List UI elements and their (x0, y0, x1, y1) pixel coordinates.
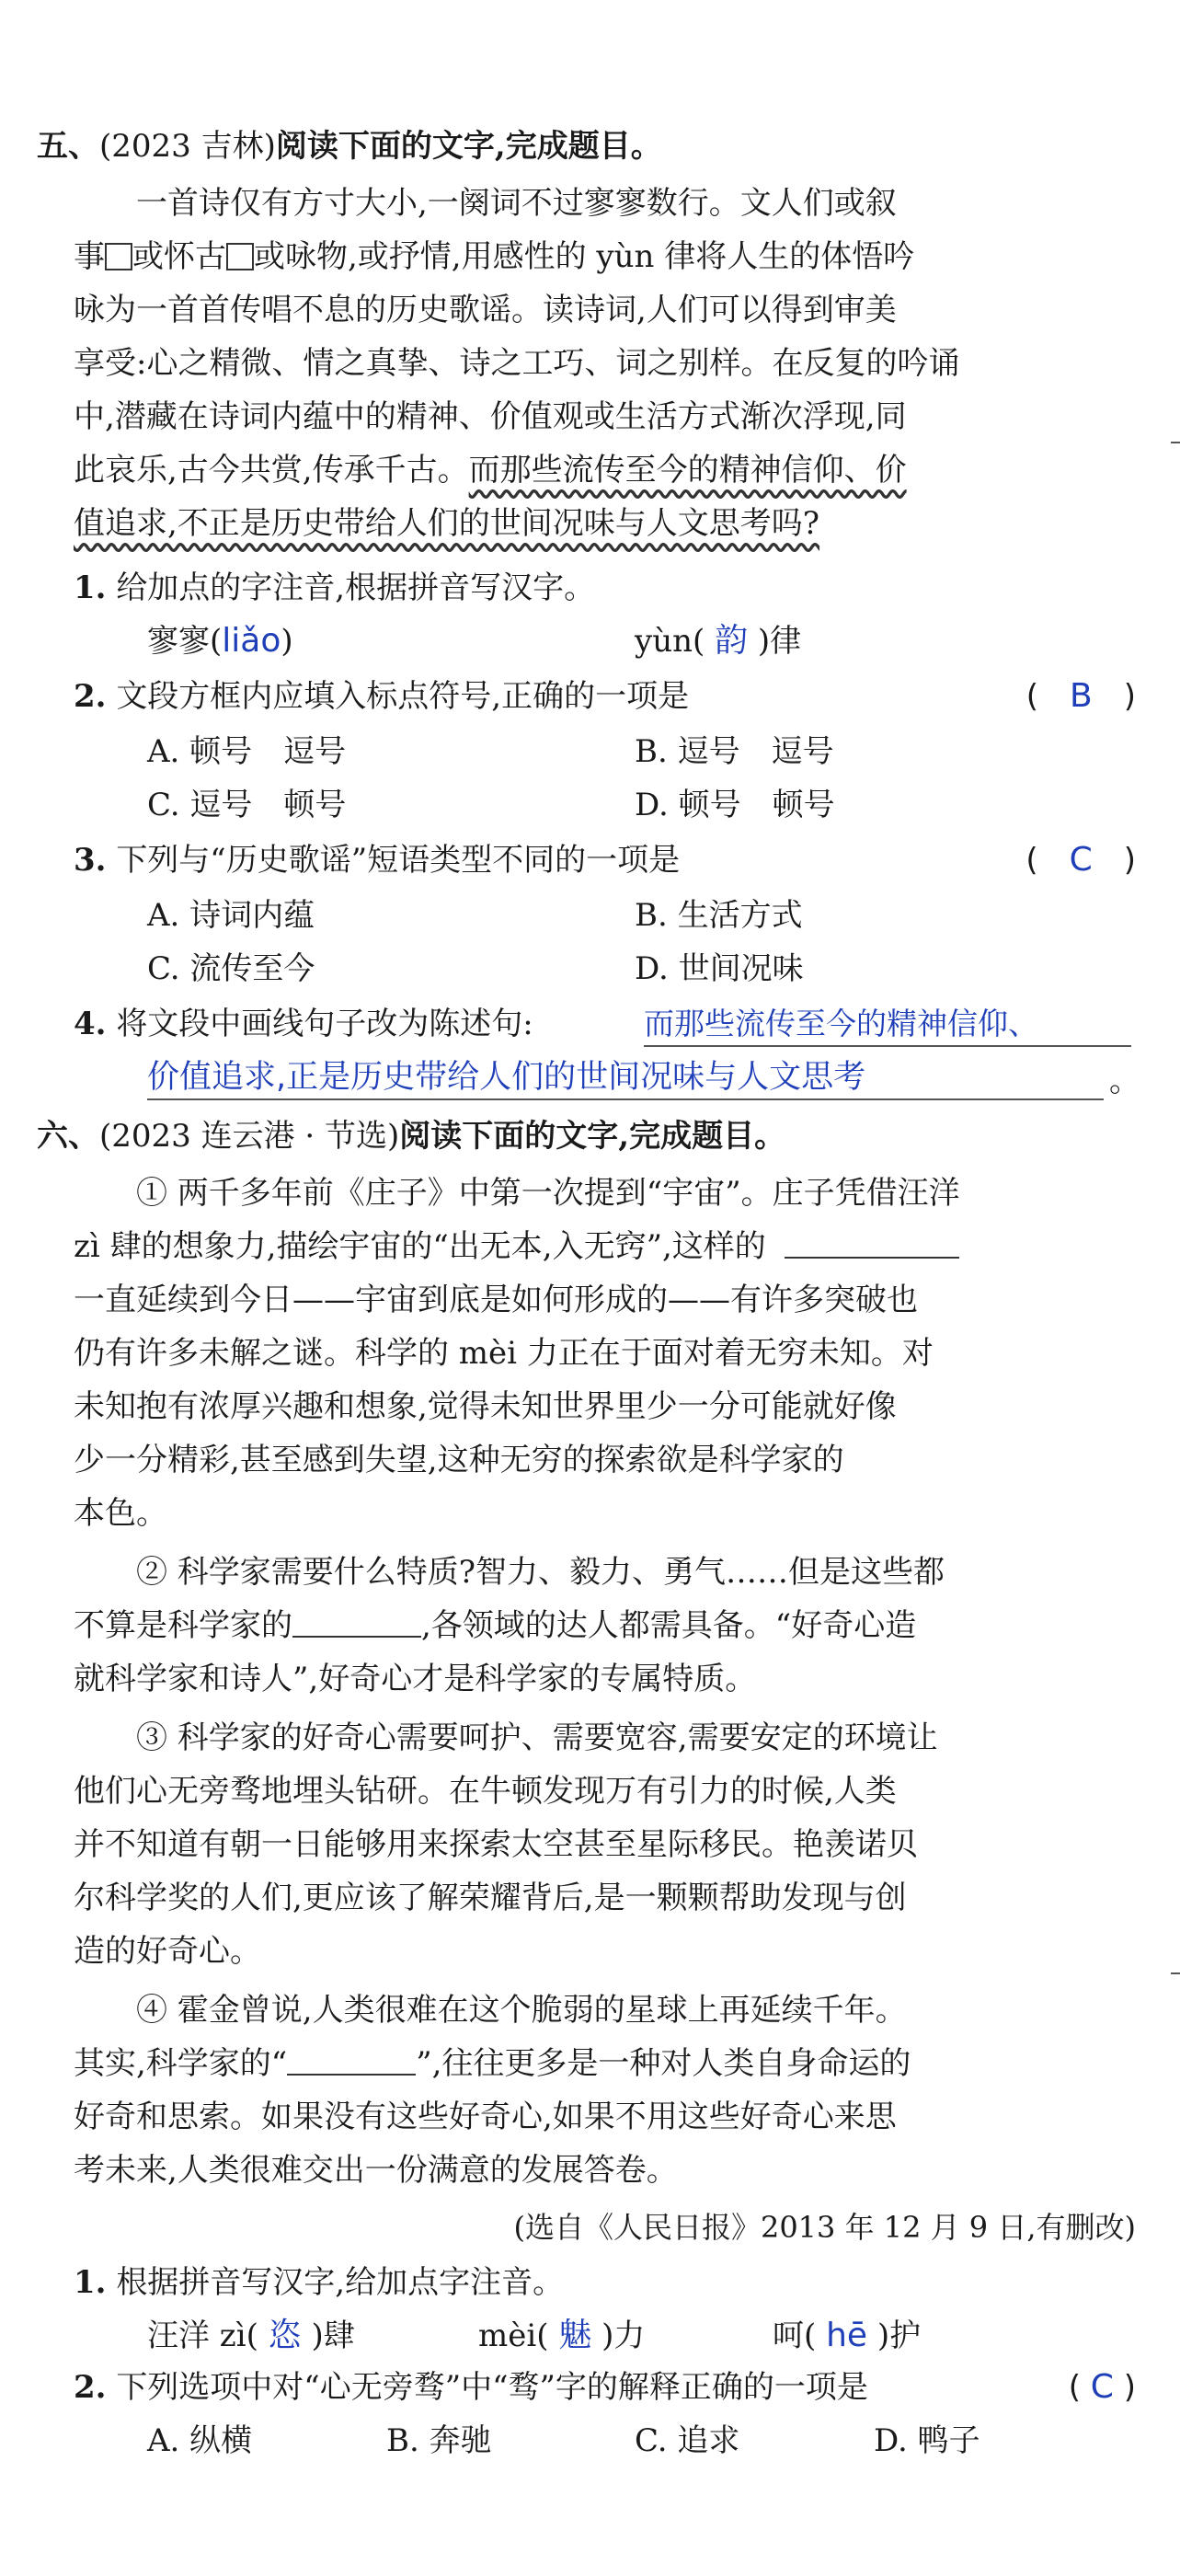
s6-passage-line-11: ③ 科学家的好奇心需要呵护、需要宽容,需要安定的环境让 (74, 1719, 938, 1756)
s6-q1-item3-pre: 呵( (773, 2317, 817, 2354)
s6-passage-line-8: ② 科学家需要什么特质?智力、毅力、勇气……但是这些都 (74, 1554, 945, 1591)
s6-q1-item3-answer: hē (826, 2317, 868, 2354)
s6-passage-line-17 (74, 2037, 1136, 2090)
s6-passage-line-6: 少一分精彩,甚至感到失望,这种无穷的探索欲是科学家的 (74, 1442, 844, 1478)
s5-passage-line-4: 享受:心之精微、情之真挚、诗之工巧、词之别样。在反复的吟诵 (74, 345, 960, 382)
s6-q2 (74, 2361, 1136, 2414)
option-d: D. 世间况味 (635, 950, 804, 987)
underlined-sentence-part-2: 值追求,不正是历史带给人们的世间况味与人文思考吗? (74, 505, 820, 542)
option-c: C. 逗号 顿号 (147, 787, 347, 823)
s5-q2-options-row1 (0, 725, 1180, 778)
s5-q3-options-row2 (0, 942, 1180, 995)
paren-open: ( (1025, 842, 1038, 879)
s5-q4-answer-line-1: 而那些流传至今的精神信仰、 (644, 1003, 1131, 1047)
s6-q1-item1-close: )肆 (311, 2317, 355, 2354)
fill-blank-1 (785, 1225, 959, 1259)
s5-q1-item1-word: 寥寥( (147, 623, 223, 660)
s6-q1-item3 (773, 2309, 921, 2363)
s6-passage-line-1: ① 两千多年前《庄子》中第一次提到“宇宙”。庄子凭借汪洋 (74, 1175, 960, 1212)
question-text: 给加点的字注音,根据拼音写汉字。 (116, 569, 596, 606)
s6-passage-line-10: 就科学家和诗人”,好奇心才是科学家的专属特质。 (74, 1661, 757, 1697)
section5-heading-text: 阅读下面的文字,完成题目。 (275, 128, 662, 165)
s6-passage-text: 其实,科学家的“ (74, 2045, 288, 2082)
s5-passage-line-6 (74, 443, 1136, 497)
question-number: 1. (74, 2264, 107, 2301)
section6-heading-num: 六、 (37, 1118, 99, 1155)
s6-q1-item2-answer: 魅 (558, 2317, 592, 2354)
s6-q1-answers (147, 2309, 1136, 2363)
s5-q4-answer-line-2: 价值追求,正是历史带给人们的世间况味与人文思考 (147, 1056, 1104, 1100)
s5-q1-item2-close: )律 (757, 623, 802, 660)
option-a: A. 纵横 (147, 2422, 253, 2459)
s5-passage-text: 或咏物,或抒情,用感性的 yùn 律将人生的体悟吟 (254, 238, 915, 275)
paren-open: ( (1068, 2369, 1081, 2406)
s5-q2-options-row2 (0, 778, 1180, 832)
s6-q1-item2-pre: mèi( (478, 2317, 549, 2354)
s5-passage-text: 此哀乐,古今共赏,传承千古。 (74, 452, 469, 489)
s6-passage-text: 不算是科学家的 (74, 1607, 292, 1644)
s6-passage-line-2 (74, 1220, 1136, 1273)
question-text: 根据拼音写汉字,给加点字注音。 (116, 2264, 565, 2301)
s6-passage-text: ,各领域的达人都需具备。“好奇心造 (421, 1607, 917, 1644)
s5-q1 (74, 561, 1136, 615)
question-text: 将文段中画线句子改为陈述句: (116, 1006, 533, 1042)
s5-q3-answer: C (1069, 841, 1093, 879)
s6-passage-line-5: 未知抱有浓厚兴趣和想象,觉得未知世界里少一分可能就好像 (74, 1388, 897, 1425)
option-d: D. 顿号 顿号 (635, 787, 835, 823)
s5-q3-options-row1 (0, 889, 1180, 942)
s6-q2-answer: C (1090, 2368, 1114, 2406)
s5-passage-line-5: 中,潜藏在诗词内蕴中的精神、价值观或生活方式渐次浮现,同 (74, 398, 907, 435)
s6-q1-item1-answer: 恣 (268, 2317, 302, 2354)
paren-close: ) (1123, 2369, 1136, 2406)
paren-close: ) (1123, 842, 1136, 879)
s6-q1-item1-pre: 汪洋 zì( (147, 2317, 258, 2354)
margin-tick-mark (1171, 442, 1180, 443)
question-text: 文段方框内应填入标点符号,正确的一项是 (116, 678, 690, 715)
option-b: B. 奔驰 (386, 2422, 492, 2459)
section6-heading-source: (2023 连云港 · 节选) (99, 1118, 400, 1155)
question-number: 2. (74, 2369, 107, 2406)
s6-passage-line-7: 本色。 (74, 1495, 167, 1532)
margin-tick-mark (1171, 1972, 1180, 1974)
s6-source-citation: (选自《人民日报》2013 年 12 月 9 日,有删改) (513, 2210, 1136, 2245)
s5-q1-item1-answer: liǎo (222, 622, 281, 660)
s6-passage-line-18: 好奇和思索。如果没有这些好奇心,如果不用这些好奇心来思 (74, 2099, 897, 2135)
s6-passage-text: ”,往往更多是一种对人类自身命运的 (416, 2045, 911, 2082)
s6-passage-line-9 (74, 1599, 1136, 1652)
s6-passage-line-19: 考未来,人类很难交出一份满意的发展答卷。 (74, 2152, 678, 2189)
s5-q1-answers (147, 615, 1136, 668)
option-a: A. 顿号 逗号 (147, 733, 347, 770)
option-c: C. 流传至今 (147, 950, 315, 987)
s5-q1-item1-close: ) (281, 623, 293, 660)
answer-paren (1026, 670, 1136, 723)
section5-heading-source: (2023 吉林) (99, 128, 276, 165)
option-b: B. 生活方式 (635, 897, 803, 934)
question-text: 下列选项中对“心无旁骛”中“骛”字的解释正确的一项是 (116, 2369, 868, 2406)
s6-q1-item3-close: )护 (876, 2317, 922, 2354)
underlined-sentence-part-1: 而那些流传至今的精神信仰、价 (468, 452, 907, 489)
s5-q2 (74, 670, 1136, 723)
question-number: 1. (74, 569, 107, 606)
section6-heading-text: 阅读下面的文字,完成题目。 (399, 1118, 786, 1155)
s6-passage-line-14: 尔科学奖的人们,更应该了解荣耀背后,是一颗颗帮助发现与创 (74, 1880, 907, 1916)
s6-q1-item2-close: )力 (601, 2317, 646, 2354)
s5-q2-answer: B (1070, 677, 1093, 715)
s6-passage-line-12: 他们心无旁骛地埋头钻研。在牛顿发现万有引力的时候,人类 (74, 1773, 897, 1810)
paren-close: ) (1123, 678, 1136, 715)
s5-q3 (74, 834, 1136, 887)
s5-passage-line-2 (74, 230, 1136, 283)
s6-q2-options (0, 2414, 1180, 2467)
s6-passage-line-3: 一直延续到今日——宇宙到底是如何形成的——有许多突破也 (74, 1282, 918, 1318)
s5-passage-line-1: 一首诗仅有方寸大小,一阕词不过寥寥数行。文人们或叙 (74, 185, 897, 222)
s6-passage-line-4: 仍有许多未解之谜。科学的 mèi 力正在于面对着无穷未知。对 (74, 1335, 934, 1372)
question-number: 2. (74, 678, 107, 715)
s5-q1-item2-word: yùn( (635, 623, 705, 660)
s5-q1-item2 (635, 615, 801, 668)
section6-heading (37, 1110, 1136, 1163)
answer-paren (1069, 2361, 1136, 2414)
s6-q1 (74, 2256, 1136, 2309)
question-text: 下列与“历史歌谣”短语类型不同的一项是 (116, 842, 681, 879)
s5-passage-text: 或怀古 (132, 238, 226, 275)
option-a: A. 诗词内蕴 (147, 897, 315, 934)
question-number: 4. (74, 1006, 107, 1042)
fill-blank-2 (292, 1604, 421, 1638)
option-d: D. 鸭子 (874, 2422, 980, 2459)
s5-passage-text: 事 (74, 238, 105, 275)
paren-open: ( (1025, 678, 1039, 715)
s6-passage-line-15: 造的好奇心。 (74, 1933, 261, 1970)
option-b: B. 逗号 逗号 (635, 733, 834, 770)
section5-heading (37, 120, 1136, 173)
s5-q1-item2-answer: 韵 (715, 622, 749, 660)
s5-q4-end-period: 。 (1109, 1063, 1140, 1099)
s5-passage-line-7 (74, 497, 1136, 550)
answer-paren (1025, 834, 1136, 887)
s5-passage-line-3: 咏为一首首传唱不息的历史歌谣。读诗词,人们可以得到审美 (74, 292, 897, 328)
option-c: C. 追求 (635, 2422, 740, 2459)
section5-heading-num: 五、 (37, 128, 99, 165)
question-number: 3. (74, 842, 107, 879)
fill-blank-3 (287, 2042, 416, 2076)
s6-passage-line-13: 并不知道有朝一日能够用来探索太空甚至星际移民。艳羡诺贝 (74, 1826, 918, 1863)
s6-q1-item2 (478, 2309, 645, 2363)
punctuation-box-1 (105, 243, 132, 270)
s6-passage-line-16: ④ 霍金曾说,人类很难在这个脆弱的星球上再延续千年。 (74, 1992, 907, 2029)
s6-passage-text: zì 肆的想象力,描绘宇宙的“出无本,入无窍”,这样的 (74, 1228, 766, 1265)
punctuation-box-2 (226, 243, 254, 270)
